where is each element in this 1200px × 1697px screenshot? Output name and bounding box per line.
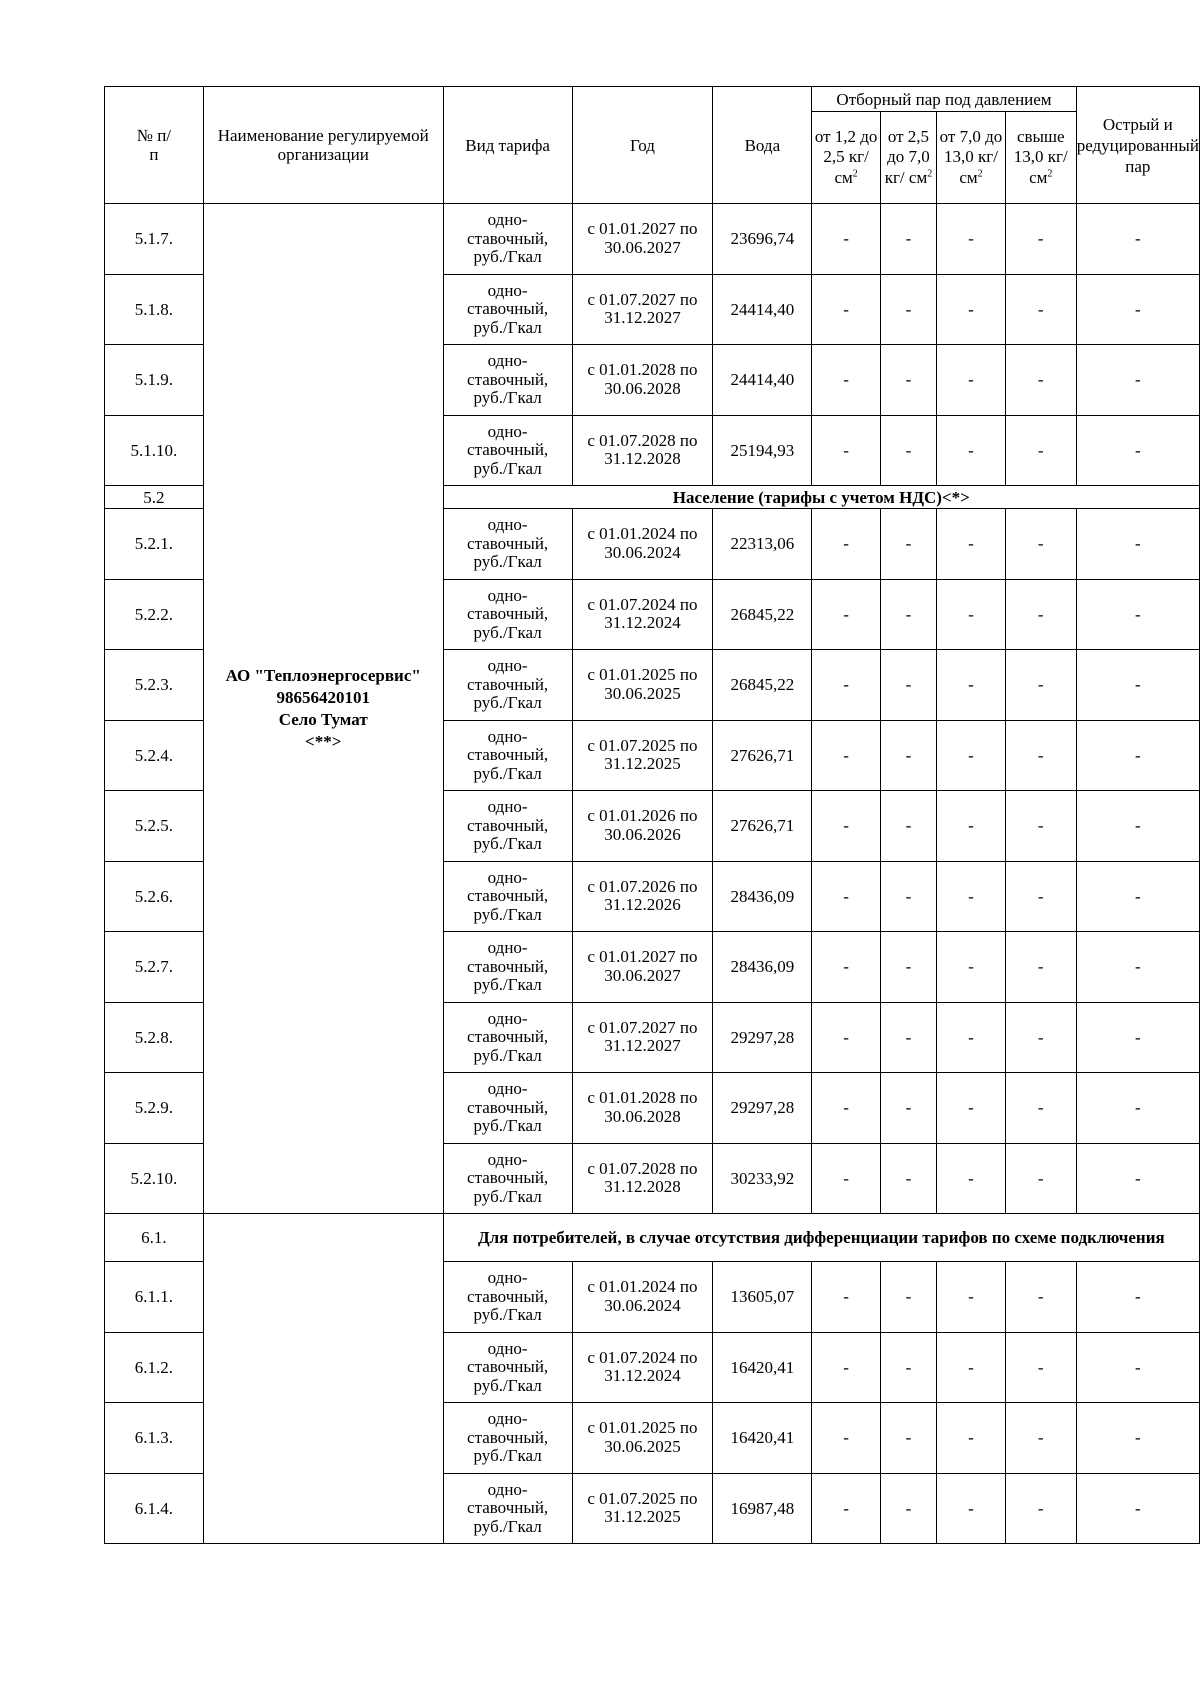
row-tariff-type: одно-ставочный, руб./Гкал xyxy=(443,1262,572,1333)
row-num: 6.1.3. xyxy=(105,1403,204,1474)
row-sharp-steam-value: - xyxy=(1076,932,1199,1003)
row-sharp-steam-value: - xyxy=(1076,345,1199,416)
row-sharp-steam-value: - xyxy=(1076,1473,1199,1544)
row-pressure-1-value: - xyxy=(812,204,880,275)
row-pressure-1-value: - xyxy=(812,791,880,862)
row-sharp-steam-value: - xyxy=(1076,1403,1199,1474)
row-pressure-1-value: - xyxy=(812,1403,880,1474)
row-sharp-steam-value: - xyxy=(1076,650,1199,721)
row-period: с 01.01.2024 по 30.06.2024 xyxy=(572,1262,713,1333)
row-sharp-steam-value: - xyxy=(1076,204,1199,275)
row-pressure-4-value: - xyxy=(1005,1332,1076,1403)
row-pressure-2-value: - xyxy=(880,1002,936,1073)
row-tariff-type: одно-ставочный, руб./Гкал xyxy=(443,579,572,650)
row-sharp-steam-value: - xyxy=(1076,415,1199,486)
row-pressure-1-value: - xyxy=(812,509,880,580)
row-sharp-steam-value: - xyxy=(1076,1143,1199,1214)
row-period: с 01.01.2025 по 30.06.2025 xyxy=(572,1403,713,1474)
row-pressure-2-value: - xyxy=(880,791,936,862)
row-water-value: 16420,41 xyxy=(713,1332,812,1403)
row-sharp-steam-value: - xyxy=(1076,1002,1199,1073)
row-sharp-steam-value: - xyxy=(1076,1332,1199,1403)
row-period: с 01.01.2025 по 30.06.2025 xyxy=(572,650,713,721)
row-num: 5.2.6. xyxy=(105,861,204,932)
header-tariff-type: Вид тарифа xyxy=(443,87,572,204)
row-pressure-2-value: - xyxy=(880,579,936,650)
row-period: с 01.01.2027 по 30.06.2027 xyxy=(572,204,713,275)
row-pressure-3-value: - xyxy=(937,861,1006,932)
row-tariff-type: одно-ставочный, руб./Гкал xyxy=(443,204,572,275)
header-year: Год xyxy=(572,87,713,204)
row-tariff-type: одно-ставочный, руб./Гкал xyxy=(443,1073,572,1144)
row-pressure-3-value: - xyxy=(937,1002,1006,1073)
header-num: № п/п xyxy=(105,87,204,204)
row-sharp-steam-value: - xyxy=(1076,1262,1199,1333)
row-sharp-steam-value: - xyxy=(1076,861,1199,932)
row-period: с 01.07.2025 по 31.12.2025 xyxy=(572,1473,713,1544)
row-pressure-4-value: - xyxy=(1005,932,1076,1003)
row-pressure-1-value: - xyxy=(812,1143,880,1214)
row-pressure-4-value: - xyxy=(1005,1262,1076,1333)
row-tariff-type: одно-ставочный, руб./Гкал xyxy=(443,1473,572,1544)
row-water-value: 22313,06 xyxy=(713,509,812,580)
row-pressure-3-value: - xyxy=(937,650,1006,721)
row-pressure-1-value: - xyxy=(812,1332,880,1403)
row-pressure-1-value: - xyxy=(812,861,880,932)
row-water-value: 28436,09 xyxy=(713,861,812,932)
row-pressure-3-value: - xyxy=(937,1262,1006,1333)
row-pressure-2-value: - xyxy=(880,1332,936,1403)
header-sharp-steam: Острый и редуцированный пар xyxy=(1076,87,1199,204)
row-tariff-type: одно-ставочный, руб./Гкал xyxy=(443,650,572,721)
row-water-value: 24414,40 xyxy=(713,274,812,345)
org-note: <**> xyxy=(305,731,342,751)
row-pressure-4-value: - xyxy=(1005,720,1076,791)
row-water-value: 23696,74 xyxy=(713,204,812,275)
row-pressure-2-value: - xyxy=(880,274,936,345)
row-pressure-4-value: - xyxy=(1005,1403,1076,1474)
row-tariff-type: одно-ставочный, руб./Гкал xyxy=(443,791,572,862)
row-num: 5.2.9. xyxy=(105,1073,204,1144)
row-pressure-1-value: - xyxy=(812,720,880,791)
row-pressure-2-value: - xyxy=(880,345,936,416)
row-pressure-3-value: - xyxy=(937,1143,1006,1214)
row-period: с 01.07.2024 по 31.12.2024 xyxy=(572,1332,713,1403)
row-num: 5.1.7. xyxy=(105,204,204,275)
row-pressure-4-value: - xyxy=(1005,274,1076,345)
row-water-value: 27626,71 xyxy=(713,720,812,791)
row-sharp-steam-value: - xyxy=(1076,720,1199,791)
row-period: с 01.07.2026 по 31.12.2026 xyxy=(572,861,713,932)
row-tariff-type: одно-ставочный, руб./Гкал xyxy=(443,345,572,416)
org-cell xyxy=(203,1214,443,1544)
row-pressure-3-value: - xyxy=(937,345,1006,416)
row-pressure-4-value: - xyxy=(1005,1073,1076,1144)
row-tariff-type: одно-ставочный, руб./Гкал xyxy=(443,274,572,345)
row-period: с 01.07.2028 по 31.12.2028 xyxy=(572,415,713,486)
tariff-table xyxy=(104,86,1200,1544)
header-org: Наименование регулируемой организации xyxy=(203,87,443,204)
row-sharp-steam-value: - xyxy=(1076,274,1199,345)
row-water-value: 27626,71 xyxy=(713,791,812,862)
header-pressure-2: от 2,5 до 7,0 кг/ $см^2$ xyxy=(880,112,936,204)
row-water-value: 25194,93 xyxy=(713,415,812,486)
row-num: 5.2.10. xyxy=(105,1143,204,1214)
row-num: 5.1.10. xyxy=(105,415,204,486)
row-pressure-3-value: - xyxy=(937,274,1006,345)
row-period: с 01.01.2027 по 30.06.2027 xyxy=(572,932,713,1003)
row-pressure-4-value: - xyxy=(1005,650,1076,721)
row-pressure-1-value: - xyxy=(812,345,880,416)
row-num: 5.2.2. xyxy=(105,579,204,650)
row-pressure-4-value: - xyxy=(1005,861,1076,932)
row-sharp-steam-value: - xyxy=(1076,579,1199,650)
row-pressure-3-value: - xyxy=(937,1073,1006,1144)
row-period: с 01.07.2028 по 31.12.2028 xyxy=(572,1143,713,1214)
org-place: Село Тумат xyxy=(278,709,368,729)
row-pressure-4-value: - xyxy=(1005,1473,1076,1544)
row-sharp-steam-value: - xyxy=(1076,1073,1199,1144)
row-pressure-4-value: - xyxy=(1005,791,1076,862)
row-pressure-2-value: - xyxy=(880,650,936,721)
row-water-value: 29297,28 xyxy=(713,1002,812,1073)
row-pressure-3-value: - xyxy=(937,720,1006,791)
row-num: 6.1.2. xyxy=(105,1332,204,1403)
row-pressure-3-value: - xyxy=(937,579,1006,650)
row-pressure-3-value: - xyxy=(937,1403,1006,1474)
row-water-value: 24414,40 xyxy=(713,345,812,416)
org-name: АО "Теплоэнергосервис" xyxy=(225,665,421,685)
org-cell xyxy=(203,204,443,1214)
row-water-value: 13605,07 xyxy=(713,1262,812,1333)
row-tariff-type: одно-ставочный, руб./Гкал xyxy=(443,1143,572,1214)
row-pressure-3-value: - xyxy=(937,932,1006,1003)
row-num: 5.2.7. xyxy=(105,932,204,1003)
row-water-value: 16420,41 xyxy=(713,1403,812,1474)
tariff-document xyxy=(104,86,1200,1544)
section-title: Население (тарифы с учетом НДС)<*> xyxy=(443,486,1199,509)
section-num: 6.1. xyxy=(105,1214,204,1262)
header-steam-group: Отборный пар под давлением xyxy=(812,87,1076,112)
row-pressure-4-value: - xyxy=(1005,204,1076,275)
section-num: 5.2 xyxy=(105,486,204,509)
row-pressure-1-value: - xyxy=(812,415,880,486)
row-pressure-2-value: - xyxy=(880,1473,936,1544)
row-pressure-4-value: - xyxy=(1005,509,1076,580)
row-period: с 01.07.2027 по 31.12.2027 xyxy=(572,1002,713,1073)
header-water: Вода xyxy=(713,87,812,204)
row-pressure-1-value: - xyxy=(812,1473,880,1544)
row-pressure-1-value: - xyxy=(812,579,880,650)
row-pressure-2-value: - xyxy=(880,204,936,275)
row-pressure-1-value: - xyxy=(812,932,880,1003)
row-water-value: 26845,22 xyxy=(713,579,812,650)
row-pressure-2-value: - xyxy=(880,932,936,1003)
row-period: с 01.01.2026 по 30.06.2026 xyxy=(572,791,713,862)
row-tariff-type: одно-ставочный, руб./Гкал xyxy=(443,509,572,580)
row-num: 5.2.4. xyxy=(105,720,204,791)
row-pressure-2-value: - xyxy=(880,509,936,580)
row-pressure-2-value: - xyxy=(880,1143,936,1214)
row-num: 5.1.9. xyxy=(105,345,204,416)
row-water-value: 29297,28 xyxy=(713,1073,812,1144)
row-pressure-3-value: - xyxy=(937,1473,1006,1544)
row-tariff-type: одно-ставочный, руб./Гкал xyxy=(443,1002,572,1073)
row-pressure-4-value: - xyxy=(1005,1143,1076,1214)
header-pressure-4: свыше 13,0 кг/ $см^2$ xyxy=(1005,112,1076,204)
row-pressure-2-value: - xyxy=(880,1073,936,1144)
row-pressure-4-value: - xyxy=(1005,345,1076,416)
row-period: с 01.07.2027 по 31.12.2027 xyxy=(572,274,713,345)
row-period: с 01.01.2028 по 30.06.2028 xyxy=(572,1073,713,1144)
row-pressure-2-value: - xyxy=(880,1403,936,1474)
row-sharp-steam-value: - xyxy=(1076,509,1199,580)
row-num: 5.2.3. xyxy=(105,650,204,721)
row-pressure-2-value: - xyxy=(880,720,936,791)
row-pressure-4-value: - xyxy=(1005,1002,1076,1073)
row-tariff-type: одно-ставочный, руб./Гкал xyxy=(443,720,572,791)
row-pressure-4-value: - xyxy=(1005,579,1076,650)
org-code: 98656420101 xyxy=(276,687,370,707)
row-pressure-2-value: - xyxy=(880,415,936,486)
row-tariff-type: одно-ставочный, руб./Гкал xyxy=(443,415,572,486)
row-pressure-3-value: - xyxy=(937,791,1006,862)
row-pressure-3-value: - xyxy=(937,204,1006,275)
row-pressure-2-value: - xyxy=(880,1262,936,1333)
row-num: 5.2.8. xyxy=(105,1002,204,1073)
row-tariff-type: одно-ставочный, руб./Гкал xyxy=(443,861,572,932)
row-water-value: 30233,92 xyxy=(713,1143,812,1214)
row-period: с 01.07.2024 по 31.12.2024 xyxy=(572,579,713,650)
row-water-value: 16987,48 xyxy=(713,1473,812,1544)
row-pressure-3-value: - xyxy=(937,509,1006,580)
row-num: 6.1.4. xyxy=(105,1473,204,1544)
section-title: Для потребителей, в случае отсутствия дифференциации тарифов по схеме подключения xyxy=(443,1214,1199,1262)
table-body xyxy=(105,204,1200,1544)
row-tariff-type: одно-ставочный, руб./Гкал xyxy=(443,1332,572,1403)
row-pressure-3-value: - xyxy=(937,415,1006,486)
row-num: 6.1.1. xyxy=(105,1262,204,1333)
row-num: 5.2.5. xyxy=(105,791,204,862)
header-pressure-3: от 7,0 до 13,0 кг/ $см^2$ xyxy=(937,112,1006,204)
row-period: с 01.01.2024 по 30.06.2024 xyxy=(572,509,713,580)
row-water-value: 26845,22 xyxy=(713,650,812,721)
row-tariff-type: одно-ставочный, руб./Гкал xyxy=(443,932,572,1003)
row-pressure-1-value: - xyxy=(812,1073,880,1144)
row-period: с 01.01.2028 по 30.06.2028 xyxy=(572,345,713,416)
section-row xyxy=(105,1214,1200,1262)
table-row xyxy=(105,204,1200,275)
row-num: 5.1.8. xyxy=(105,274,204,345)
row-pressure-1-value: - xyxy=(812,1002,880,1073)
row-pressure-4-value: - xyxy=(1005,415,1076,486)
row-tariff-type: одно-ставочный, руб./Гкал xyxy=(443,1403,572,1474)
row-pressure-3-value: - xyxy=(937,1332,1006,1403)
row-pressure-2-value: - xyxy=(880,861,936,932)
row-pressure-1-value: - xyxy=(812,274,880,345)
row-pressure-1-value: - xyxy=(812,650,880,721)
row-num: 5.2.1. xyxy=(105,509,204,580)
row-sharp-steam-value: - xyxy=(1076,791,1199,862)
row-period: с 01.07.2025 по 31.12.2025 xyxy=(572,720,713,791)
row-water-value: 28436,09 xyxy=(713,932,812,1003)
row-pressure-1-value: - xyxy=(812,1262,880,1333)
header-pressure-1: от 1,2 до 2,5 кг/ $см^2$ xyxy=(812,112,880,204)
